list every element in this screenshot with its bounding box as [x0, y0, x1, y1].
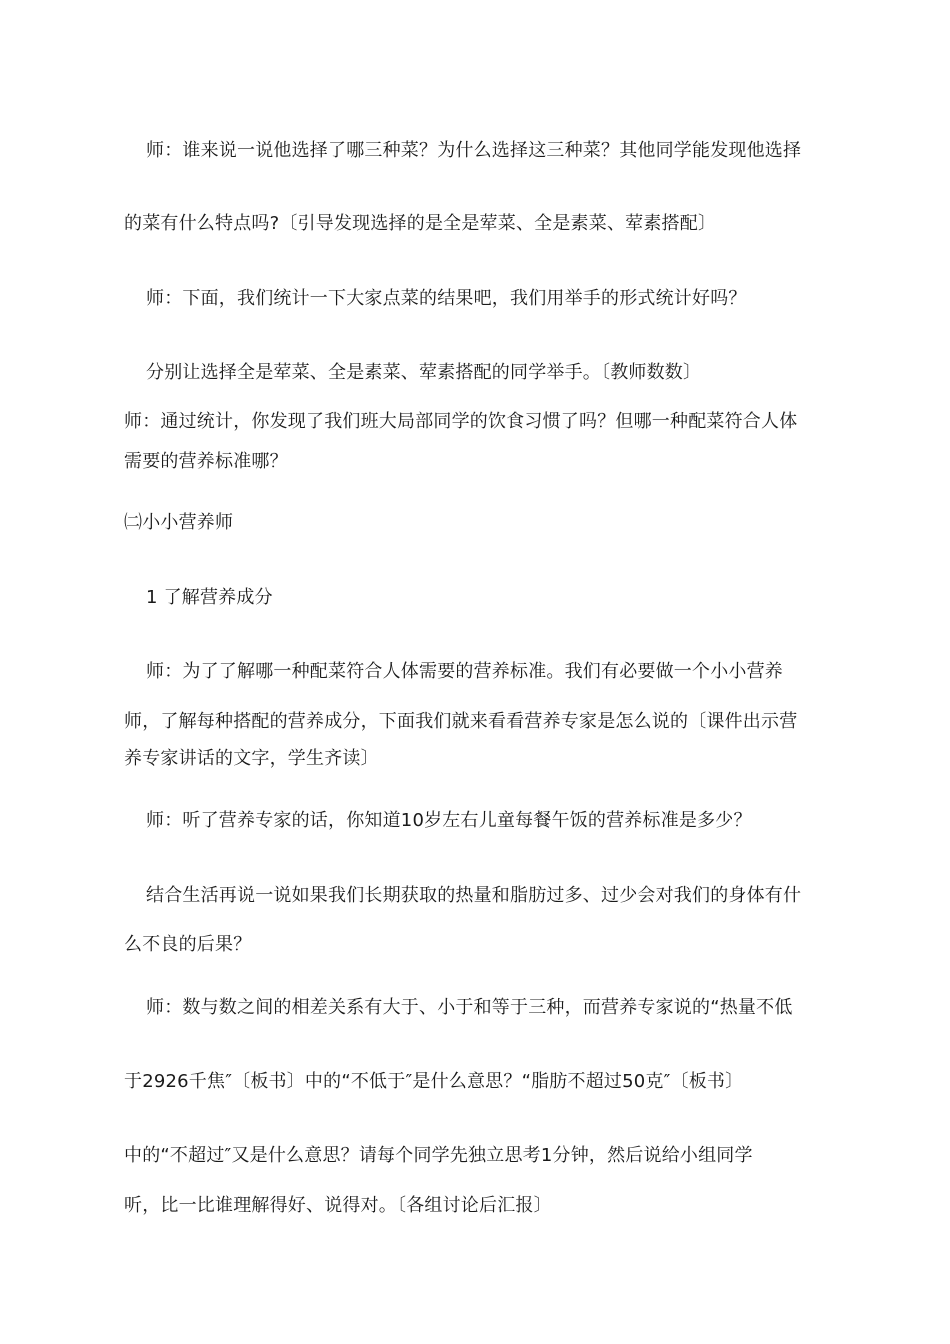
paragraph-line-3: 师：下面，我们统计一下大家点菜的结果吧，我们用举手的形式统计好吗？	[146, 288, 747, 309]
paragraph-line-13: 结合生活再说一说如果我们长期获取的热量和脂肪过多、过少会对我们的身体有什	[146, 885, 802, 906]
paragraph-line-9: 师：为了了解哪一种配菜符合人体需要的营养标准。我们有必要做一个小小营养	[146, 661, 783, 682]
paragraph-line-5: 师：通过统计，你发现了我们班大局部同学的饮食习惯了吗？但哪一种配菜符合人体	[124, 411, 798, 432]
section-heading: ㈡小小营养师	[124, 512, 234, 533]
paragraph-line-6: 需要的营养标准哪？	[124, 451, 288, 472]
paragraph-line-14: 么不良的后果？	[124, 934, 252, 955]
paragraph-line-4: 分别让选择全是荤菜、全是素菜、荤素搭配的同学举手。〔教师数数〕	[146, 362, 702, 383]
paragraph-line-18: 听，比一比谁理解得好、说得对。〔各组讨论后汇报〕	[124, 1195, 552, 1216]
paragraph-line-11: 养专家讲话的文字，学生齐读〕	[124, 748, 379, 769]
paragraph-line-17: 中的“不超过″又是什么意思？请每个同学先独立思考1分钟，然后说给小组同学	[124, 1145, 753, 1166]
subsection-heading: 1 了解营养成分	[146, 587, 273, 608]
paragraph-line-16: 于2926千焦″〔板书〕中的“不低于″是什么意思？“脂肪不超过50克″〔板书〕	[124, 1071, 744, 1092]
paragraph-line-2: 的菜有什么特点吗?〔引导发现选择的是全是荤菜、全是素菜、荤素搭配〕	[124, 213, 717, 234]
paragraph-line-15: 师：数与数之间的相差关系有大于、小于和等于三种，而营养专家说的“热量不低	[146, 997, 793, 1018]
paragraph-line-10: 师，了解每种搭配的营养成分，下面我们就来看看营养专家是怎么说的〔课件出示营	[124, 711, 798, 732]
paragraph-line-12: 师：听了营养专家的话，你知道10岁左右儿童每餐午饭的营养标准是多少？	[146, 810, 752, 831]
paragraph-line-1: 师：谁来说一说他选择了哪三种菜？为什么选择这三种菜？其他同学能发现他选择	[146, 140, 802, 161]
